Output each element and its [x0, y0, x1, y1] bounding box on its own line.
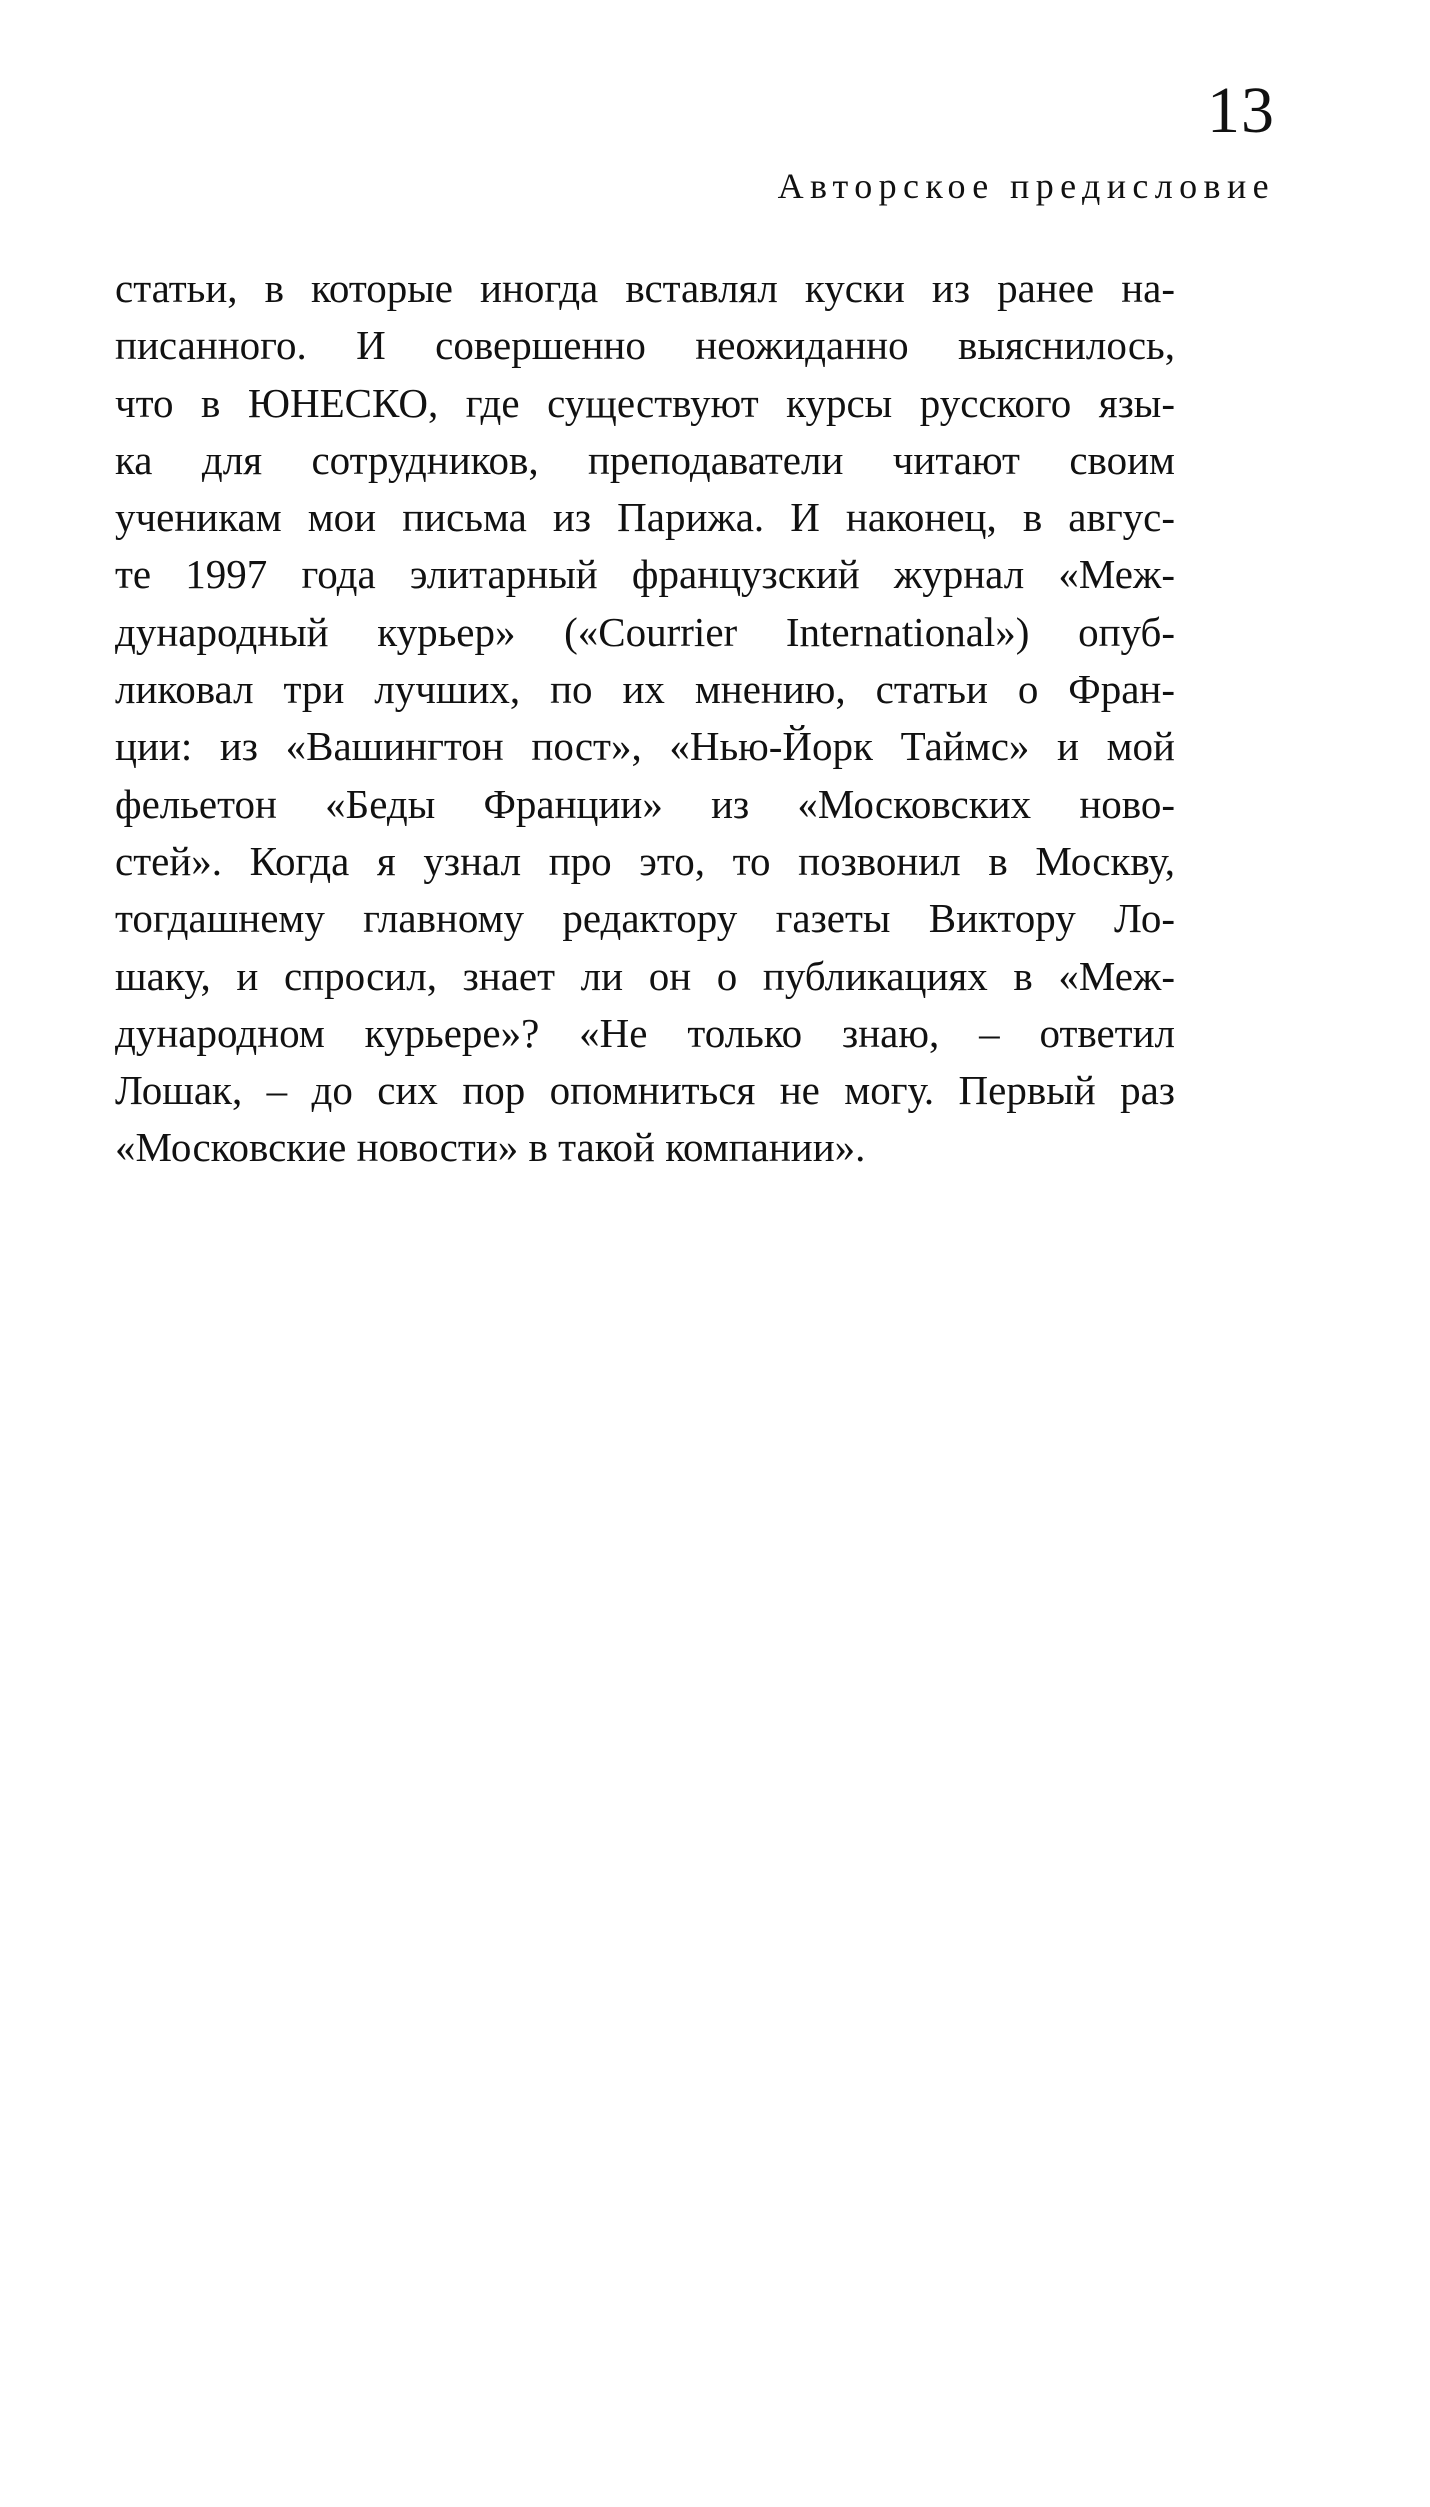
page-number: 13: [1207, 74, 1275, 147]
text-line: Лошак, – до сих пор опомниться не могу. Первый раз: [115, 1067, 1175, 1114]
text-line: тогдашнему главному редактору газеты Виктору Ло-: [115, 895, 1175, 942]
text-line: шаку, и спросил, знает ли он о публикациях в «Меж-: [115, 952, 1175, 999]
running-title: Авторское предисловие: [777, 166, 1275, 206]
text-line: стей». Когда я узнал про это, то позвонил в Москву,: [115, 837, 1175, 884]
text-line: ка для сотрудников, преподаватели читают своим: [115, 436, 1175, 483]
text-line: ции: из «Вашингтон пост», «Нью-Йорк Таймс» и мой: [115, 723, 1175, 770]
text-line: статьи, в которые иногда вставлял куски из ранее на-: [115, 265, 1175, 311]
text-line: дународный курьер» («Courrier International») опуб-: [115, 608, 1175, 655]
text-line: писанного. И совершенно неожиданно выяснилось,: [115, 322, 1175, 369]
text-line: «Московские новости» в такой компании».: [115, 1124, 866, 1171]
body-paragraph: [115, 260, 1175, 1177]
text-line: дународном курьере»? «Не только знаю, – ответил: [115, 1009, 1175, 1056]
text-line: фельетон «Беды Франции» из «Московских ново-: [115, 780, 1175, 827]
text-line: ученикам мои письма из Парижа. И наконец, в авгус-: [115, 494, 1175, 541]
text-line: что в ЮНЕСКО, где существуют курсы русского язы-: [115, 379, 1175, 426]
text-line: ликовал три лучших, по их мнению, статьи о Фран-: [115, 666, 1175, 713]
text-line: те 1997 года элитарный французский журнал «Меж-: [115, 551, 1175, 598]
